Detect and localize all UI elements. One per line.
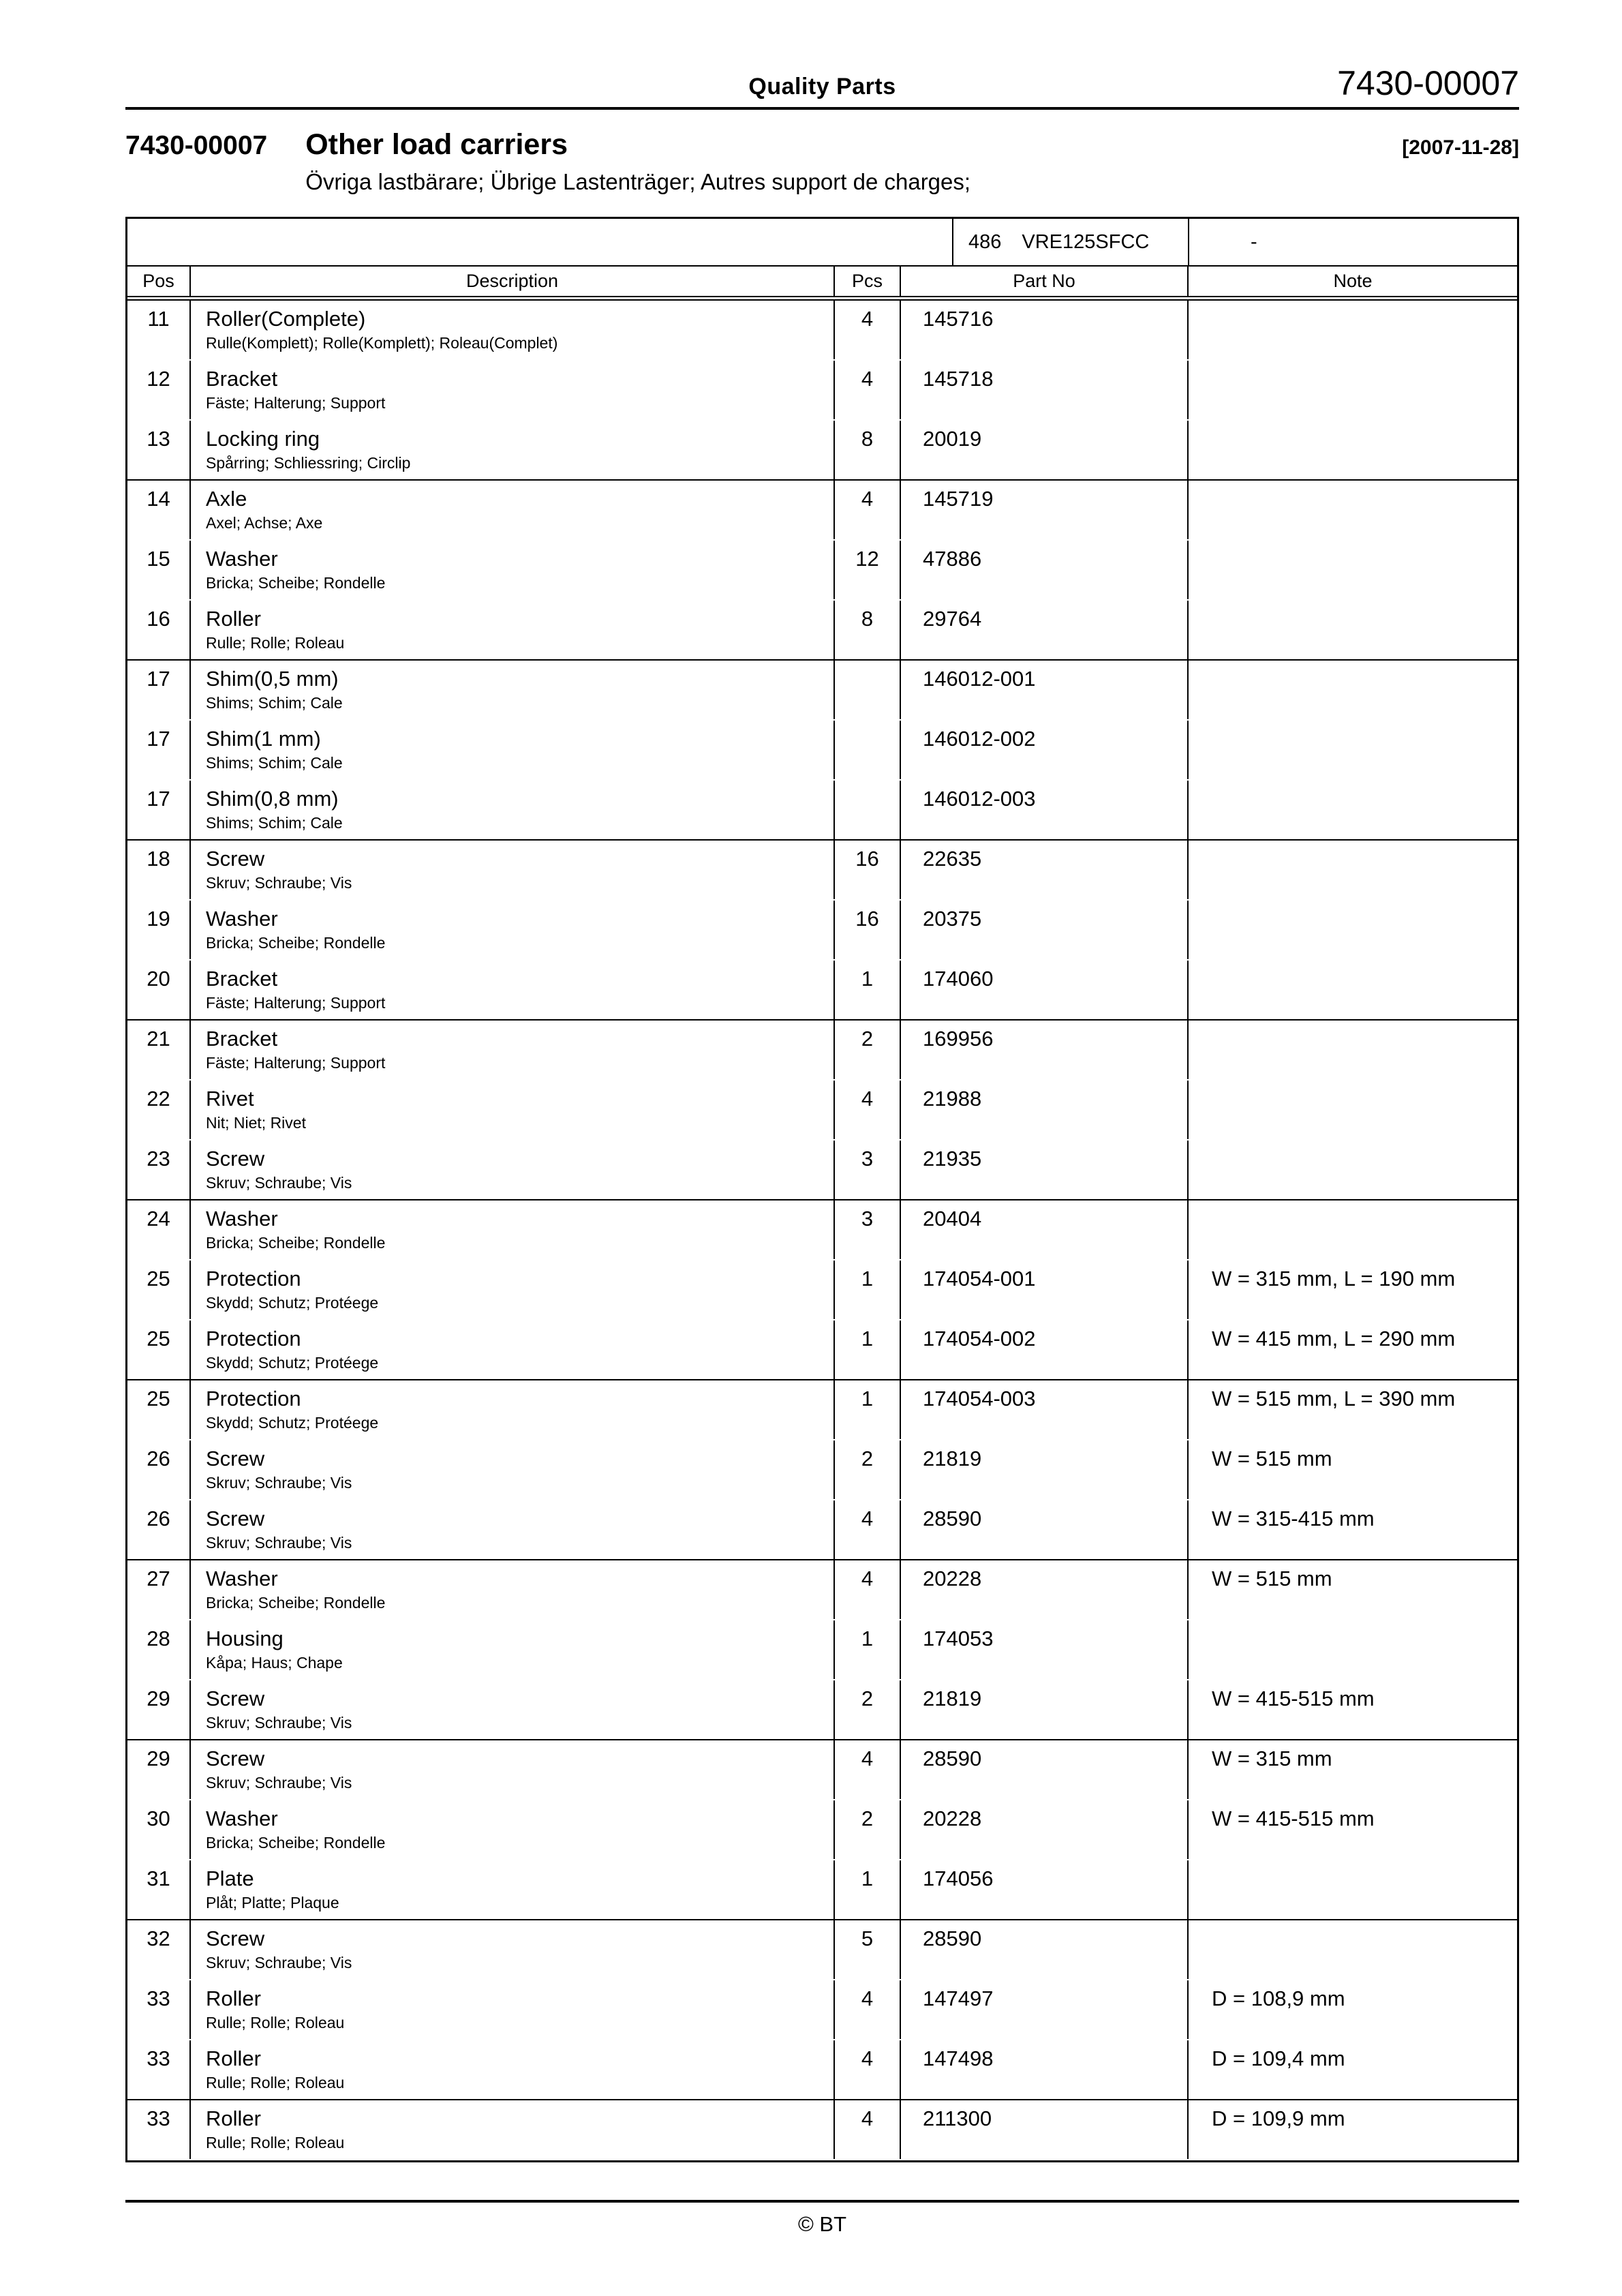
description-main: Bracket: [206, 367, 278, 391]
table-row: [127, 2040, 1517, 2100]
table-row: [127, 1860, 1517, 1920]
part-no-cell: 145716: [901, 301, 1189, 359]
description-cell: [191, 1920, 835, 1979]
header-doc-number: 7430-00007: [1337, 64, 1519, 102]
table-row: [127, 781, 1517, 841]
parts-table: [125, 217, 1519, 2162]
description-main: Roller: [206, 1987, 261, 2011]
brand-title: Quality Parts: [748, 74, 896, 100]
table-row: [127, 361, 1517, 421]
part-no-cell: 145719: [901, 481, 1189, 539]
table-row: [127, 661, 1517, 721]
description-main: Screw: [206, 847, 265, 871]
model-name: VRE125SFCC: [1022, 230, 1150, 253]
table-row: [127, 301, 1517, 361]
table-row: [127, 1920, 1517, 1980]
part-no-cell: 146012-003: [901, 781, 1189, 839]
pos-cell: 24: [127, 1200, 191, 1259]
column-header-pos: Pos: [127, 267, 191, 296]
note-cell: W = 415-515 mm: [1212, 1807, 1375, 1831]
pcs-cell: 8: [835, 601, 901, 659]
description-cell: [191, 1141, 835, 1199]
pos-cell: 29: [127, 1740, 191, 1799]
description-translations: Skruv; Schraube; Vis: [206, 1473, 352, 1492]
pos-cell: 33: [127, 2040, 191, 2099]
note-cell: [1189, 541, 1517, 599]
pcs-cell: 4: [835, 2040, 901, 2099]
title-group: [305, 129, 1402, 195]
part-no-cell: 47886: [901, 541, 1189, 599]
description-cell: [191, 1800, 835, 1859]
column-header-part-no: Part No: [901, 267, 1189, 296]
copyright: © BT: [797, 2212, 847, 2237]
table-row: [127, 1560, 1517, 1620]
table-row: [127, 541, 1517, 601]
column-header-note: Note: [1333, 271, 1373, 292]
doc-number: 7430-00007: [125, 131, 268, 160]
description-translations: Spårring; Schliessring; Circlip: [206, 453, 411, 472]
note-cell: [1189, 1081, 1517, 1139]
pcs-cell: 4: [835, 1560, 901, 1619]
table-row: [127, 1260, 1517, 1320]
part-no-cell: 29764: [901, 601, 1189, 659]
description-main: Shim(0,8 mm): [206, 787, 339, 811]
pcs-cell: [835, 721, 901, 779]
pcs-cell: [835, 781, 901, 839]
description-cell: [191, 2040, 835, 2099]
description-main: Axle: [206, 487, 247, 511]
pos-cell: 13: [127, 421, 191, 479]
description-cell: [191, 601, 835, 659]
part-no-cell: 174053: [901, 1620, 1189, 1679]
note-cell: [1189, 601, 1517, 659]
pcs-cell: 1: [835, 1380, 901, 1439]
description-main: Rivet: [206, 1087, 254, 1111]
pcs-cell: 4: [835, 1081, 901, 1139]
doc-date: [2007-11-28]: [1402, 136, 1519, 159]
note-cell: W = 515 mm: [1212, 1447, 1332, 1471]
description-main: Housing: [206, 1627, 284, 1651]
pos-cell: 30: [127, 1800, 191, 1859]
description-main: Roller: [206, 2106, 261, 2131]
pos-cell: 14: [127, 481, 191, 539]
pcs-cell: 3: [835, 1200, 901, 1259]
model-code: 486: [968, 230, 1002, 253]
page-title: Other load carriers: [305, 128, 568, 161]
pos-cell: 25: [127, 1380, 191, 1439]
description-translations: Skruv; Schraube; Vis: [206, 1713, 352, 1732]
description-translations: Skruv; Schraube; Vis: [206, 873, 352, 892]
model-empty-cell: [127, 219, 953, 265]
part-no-cell: 169956: [901, 1021, 1189, 1079]
table-row: [127, 1440, 1517, 1500]
pos-cell: 32: [127, 1920, 191, 1979]
pcs-cell: 16: [835, 841, 901, 899]
page-subtitle: Övriga lastbärare; Übrige Lastenträger; Autres support de charges;: [305, 169, 971, 195]
page-header: [125, 0, 1519, 110]
table-row: [127, 481, 1517, 541]
description-main: Washer: [206, 1567, 278, 1591]
pos-cell: 28: [127, 1620, 191, 1679]
description-main: Washer: [206, 1207, 278, 1231]
description-translations: Nit; Niet; Rivet: [206, 1113, 306, 1132]
pos-cell: 27: [127, 1560, 191, 1619]
description-translations: Skydd; Schutz; Protéege: [206, 1413, 379, 1432]
description-cell: [191, 1500, 835, 1559]
pos-cell: 17: [127, 781, 191, 839]
description-main: Washer: [206, 547, 278, 571]
part-no-cell: 146012-002: [901, 721, 1189, 779]
pcs-cell: 2: [835, 1680, 901, 1739]
table-row: [127, 1740, 1517, 1800]
description-translations: Shims; Schim; Cale: [206, 753, 343, 772]
model-header-row: [127, 219, 1517, 267]
pcs-cell: 4: [835, 301, 901, 359]
pos-cell: 33: [127, 1980, 191, 2039]
pcs-cell: 2: [835, 1021, 901, 1079]
table-row: [127, 1021, 1517, 1081]
description-main: Roller: [206, 2046, 261, 2071]
description-cell: [191, 1320, 835, 1379]
pos-cell: 11: [127, 301, 191, 359]
part-no-cell: 21819: [901, 1440, 1189, 1499]
description-translations: Skruv; Schraube; Vis: [206, 1773, 352, 1792]
description-main: Washer: [206, 1807, 278, 1831]
description-cell: [191, 1440, 835, 1499]
pos-cell: 29: [127, 1680, 191, 1739]
description-translations: Shims; Schim; Cale: [206, 813, 343, 832]
pcs-cell: 4: [835, 2100, 901, 2159]
table-row: [127, 841, 1517, 901]
description-main: Screw: [206, 1147, 265, 1171]
table-row: [127, 961, 1517, 1021]
description-translations: Skruv; Schraube; Vis: [206, 1953, 352, 1972]
pos-cell: 12: [127, 361, 191, 419]
pcs-cell: 3: [835, 1141, 901, 1199]
description-main: Roller: [206, 607, 261, 631]
note-cell: [1189, 1920, 1517, 1979]
description-cell: [191, 1081, 835, 1139]
description-translations: Bricka; Scheibe; Rondelle: [206, 933, 386, 952]
description-cell: [191, 301, 835, 359]
pos-cell: 25: [127, 1260, 191, 1319]
description-translations: Rulle(Komplett); Rolle(Komplett); Roleau(Complet): [206, 333, 558, 352]
table-row: [127, 1081, 1517, 1141]
table-row: [127, 1800, 1517, 1860]
table-row: [127, 601, 1517, 661]
pcs-cell: 12: [835, 541, 901, 599]
description-cell: [191, 661, 835, 719]
table-body: [127, 301, 1517, 2160]
note-cell: W = 515 mm, L = 390 mm: [1212, 1387, 1456, 1411]
column-header-row: [127, 267, 1517, 301]
description-cell: [191, 1980, 835, 2039]
table-row: [127, 1320, 1517, 1380]
note-cell: D = 108,9 mm: [1212, 1987, 1345, 2011]
part-no-cell: 22635: [901, 841, 1189, 899]
part-no-cell: 21935: [901, 1141, 1189, 1199]
pos-cell: 15: [127, 541, 191, 599]
pos-cell: 19: [127, 901, 191, 959]
pcs-cell: 4: [835, 1740, 901, 1799]
page-footer: [125, 2200, 1519, 2237]
note-cell: [1189, 361, 1517, 419]
pos-cell: 26: [127, 1500, 191, 1559]
description-cell: [191, 1560, 835, 1619]
table-row: [127, 1980, 1517, 2040]
description-cell: [191, 361, 835, 419]
table-row: [127, 1380, 1517, 1440]
description-main: Shim(0,5 mm): [206, 667, 339, 691]
pcs-cell: 1: [835, 961, 901, 1019]
description-cell: [191, 841, 835, 899]
note-cell: [1189, 1141, 1517, 1199]
note-cell: [1189, 1021, 1517, 1079]
pos-cell: 22: [127, 1081, 191, 1139]
note-cell: [1189, 1860, 1517, 1919]
note-cell: [1189, 421, 1517, 479]
part-no-cell: 211300: [901, 2100, 1189, 2159]
description-translations: Fäste; Halterung; Support: [206, 1053, 386, 1072]
description-translations: Fäste; Halterung; Support: [206, 993, 386, 1012]
part-no-cell: 28590: [901, 1920, 1189, 1979]
part-no-cell: 20228: [901, 1800, 1189, 1859]
table-row: [127, 1200, 1517, 1260]
pcs-cell: 4: [835, 361, 901, 419]
note-cell: [1189, 781, 1517, 839]
description-cell: [191, 1260, 835, 1319]
pcs-cell: 2: [835, 1440, 901, 1499]
description-translations: Bricka; Scheibe; Rondelle: [206, 573, 386, 592]
table-row: [127, 1500, 1517, 1560]
note-cell: W = 315-415 mm: [1212, 1507, 1375, 1531]
description-translations: Axel; Achse; Axe: [206, 513, 323, 532]
description-main: Roller(Complete): [206, 307, 366, 331]
pos-cell: 33: [127, 2100, 191, 2159]
pcs-cell: 8: [835, 421, 901, 479]
description-cell: [191, 1680, 835, 1739]
column-header-pcs: Pcs: [835, 267, 901, 296]
note-cell: W = 415-515 mm: [1212, 1687, 1375, 1711]
part-no-cell: 28590: [901, 1740, 1189, 1799]
note-cell: D = 109,4 mm: [1212, 2046, 1345, 2071]
part-no-cell: 147497: [901, 1980, 1189, 2039]
note-cell: [1189, 841, 1517, 899]
table-row: [127, 1680, 1517, 1740]
description-main: Bracket: [206, 1027, 278, 1051]
description-translations: Rulle; Rolle; Roleau: [206, 2073, 345, 2091]
description-main: Screw: [206, 1747, 265, 1771]
description-main: Screw: [206, 1447, 265, 1471]
note-cell: [1189, 901, 1517, 959]
note-cell: [1189, 961, 1517, 1019]
description-main: Washer: [206, 907, 278, 931]
pos-cell: 21: [127, 1021, 191, 1079]
description-cell: [191, 901, 835, 959]
description-main: Screw: [206, 1507, 265, 1531]
part-no-cell: 21988: [901, 1081, 1189, 1139]
description-main: Screw: [206, 1927, 265, 1951]
pos-cell: 20: [127, 961, 191, 1019]
description-translations: Fäste; Halterung; Support: [206, 393, 386, 412]
table-row: [127, 1620, 1517, 1680]
description-translations: Plåt; Platte; Plaque: [206, 1893, 339, 1912]
table-row: [127, 2100, 1517, 2160]
description-main: Plate: [206, 1867, 254, 1891]
pcs-cell: 1: [835, 1860, 901, 1919]
description-translations: Skruv; Schraube; Vis: [206, 1173, 352, 1192]
pcs-cell: [835, 661, 901, 719]
column-header-description: Description: [191, 267, 835, 296]
description-translations: Bricka; Scheibe; Rondelle: [206, 1833, 386, 1852]
part-no-cell: 174054-001: [901, 1260, 1189, 1319]
note-cell: [1189, 1200, 1517, 1259]
description-cell: [191, 1620, 835, 1679]
description-cell: [191, 1021, 835, 1079]
description-translations: Rulle; Rolle; Roleau: [206, 633, 345, 652]
note-cell: W = 515 mm: [1212, 1567, 1332, 1591]
pcs-cell: 16: [835, 901, 901, 959]
part-no-cell: 145718: [901, 361, 1189, 419]
description-translations: Skydd; Schutz; Protéege: [206, 1293, 379, 1312]
pos-cell: 18: [127, 841, 191, 899]
pos-cell: 17: [127, 721, 191, 779]
part-no-cell: 147498: [901, 2040, 1189, 2099]
table-row: [127, 901, 1517, 961]
description-translations: Skydd; Schutz; Protéege: [206, 1353, 379, 1372]
pcs-cell: 1: [835, 1260, 901, 1319]
part-no-cell: 174056: [901, 1860, 1189, 1919]
description-translations: Bricka; Scheibe; Rondelle: [206, 1233, 386, 1252]
pcs-cell: 4: [835, 481, 901, 539]
note-cell: W = 415 mm, L = 290 mm: [1212, 1327, 1456, 1351]
note-cell: [1189, 301, 1517, 359]
description-cell: [191, 2100, 835, 2159]
part-no-cell: 174054-002: [901, 1320, 1189, 1379]
title-block: [125, 129, 1519, 195]
description-translations: Bricka; Scheibe; Rondelle: [206, 1593, 386, 1612]
part-no-cell: 20019: [901, 421, 1189, 479]
part-no-cell: 21819: [901, 1680, 1189, 1739]
model-note-cell: -: [1251, 230, 1257, 253]
part-no-cell: 20228: [901, 1560, 1189, 1619]
pos-cell: 31: [127, 1860, 191, 1919]
description-cell: [191, 781, 835, 839]
pos-cell: 23: [127, 1141, 191, 1199]
description-main: Protection: [206, 1387, 301, 1411]
pcs-cell: 5: [835, 1920, 901, 1979]
note-cell: D = 109,9 mm: [1212, 2106, 1345, 2131]
description-cell: [191, 1200, 835, 1259]
pcs-cell: 1: [835, 1320, 901, 1379]
note-cell: [1189, 721, 1517, 779]
table-row: [127, 1141, 1517, 1200]
description-translations: Rulle; Rolle; Roleau: [206, 2013, 345, 2031]
description-cell: [191, 961, 835, 1019]
pcs-cell: 2: [835, 1800, 901, 1859]
table-row: [127, 721, 1517, 781]
pcs-cell: 1: [835, 1620, 901, 1679]
description-main: Protection: [206, 1327, 301, 1351]
part-no-cell: 174054-003: [901, 1380, 1189, 1439]
note-cell: [1189, 481, 1517, 539]
description-translations: Kåpa; Haus; Chape: [206, 1653, 343, 1672]
description-cell: [191, 1860, 835, 1919]
description-cell: [191, 1380, 835, 1439]
description-translations: Shims; Schim; Cale: [206, 693, 343, 712]
note-cell: [1189, 661, 1517, 719]
part-no-cell: 146012-001: [901, 661, 1189, 719]
description-main: Bracket: [206, 967, 278, 991]
description-cell: [191, 541, 835, 599]
note-cell: [1189, 1620, 1517, 1679]
part-no-cell: 20404: [901, 1200, 1189, 1259]
pos-cell: 16: [127, 601, 191, 659]
description-cell: [191, 421, 835, 479]
pos-cell: 25: [127, 1320, 191, 1379]
description-cell: [191, 1740, 835, 1799]
model-cell: [953, 219, 1189, 265]
pcs-cell: 4: [835, 1500, 901, 1559]
pos-cell: 17: [127, 661, 191, 719]
description-main: Protection: [206, 1267, 301, 1291]
part-no-cell: 28590: [901, 1500, 1189, 1559]
table-row: [127, 421, 1517, 481]
description-translations: Rulle; Rolle; Roleau: [206, 2133, 345, 2151]
part-no-cell: 20375: [901, 901, 1189, 959]
pos-cell: 26: [127, 1440, 191, 1499]
description-cell: [191, 721, 835, 779]
description-translations: Skruv; Schraube; Vis: [206, 1533, 352, 1552]
description-main: Screw: [206, 1687, 265, 1711]
description-main: Shim(1 mm): [206, 727, 321, 751]
part-no-cell: 174060: [901, 961, 1189, 1019]
description-main: Locking ring: [206, 427, 320, 451]
note-cell: W = 315 mm: [1212, 1747, 1332, 1771]
pcs-cell: 4: [835, 1980, 901, 2039]
note-cell: W = 315 mm, L = 190 mm: [1212, 1267, 1456, 1291]
description-cell: [191, 481, 835, 539]
